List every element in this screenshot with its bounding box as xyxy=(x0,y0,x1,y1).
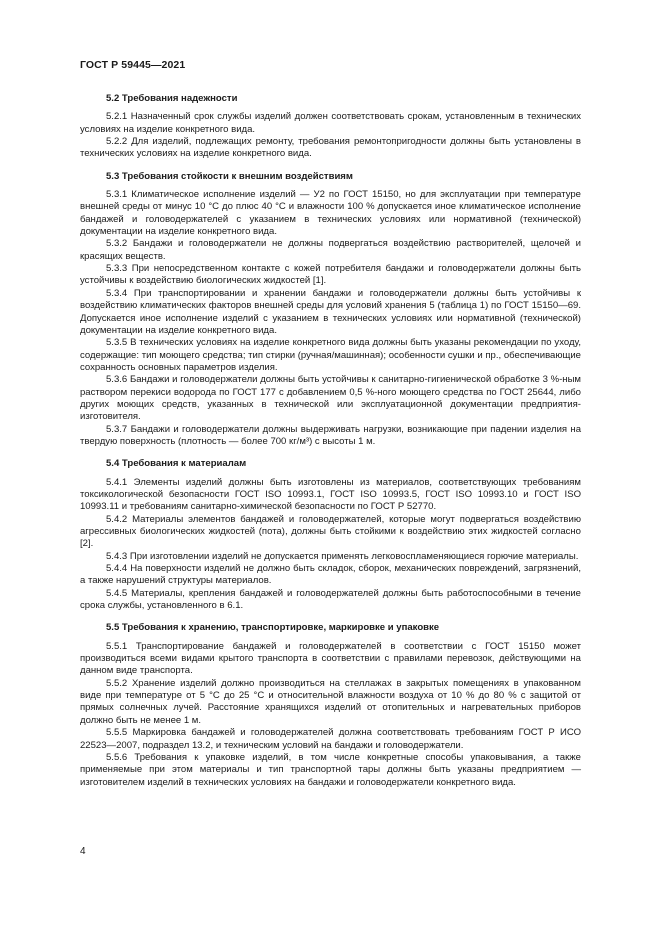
paragraph-5-3-5: 5.3.5 В технических условиях на изделие конкретного вида должны быть указаны рекомендации по уходу, содержащие: тип моющего средства; тип стирки (ручная/машинная); особенности сушки и пр., обеспечивающие сохранность основных параметров изделия. xyxy=(80,337,581,373)
paragraph-5-3-4: 5.3.4 При транспортировании и хранении бандажи и головодержатели должны быть устойчивы к воздействию климатических факторов внешней среды для условий хранения 5 (таблица 1) по ГОСТ 15150—69. Допускается иное исполнение изделий с указанием в технических условиях или нормативной (технической) документации на изделие конкретного вида. xyxy=(80,287,581,336)
page-number: 4 xyxy=(80,846,86,857)
paragraph-5-3-2: 5.3.2 Бандажи и головодержатели не должны подвергаться воздействию растворителей, щелочей и красящих веществ. xyxy=(80,238,581,262)
paragraph-5-3-3: 5.3.3 При непосредственном контакте с кожей потребителя бандажи и головодержатели должны быть устойчивы к воздействию биологических жидкостей [1]. xyxy=(80,263,581,287)
paragraph-5-3-1: 5.3.1 Климатическое исполнение изделий — У2 по ГОСТ 15150, но для эксплуатации при температуре внешней среды от минус 10 °С до плюс 40 °С и влажности 100 % допускается иное климатическое исполнение бандажей и головодержателей с указанием в технических условиях или нормативной (технической) документации на изделие конкретного вида. xyxy=(80,189,581,238)
paragraph-5-5-1: 5.5.1 Транспортирование бандажей и головодержателей в соответствии с ГОСТ 15150 может производиться всеми видами крытого транспорта в соответствии с правилами перевозок, действующими на данном виде транспорта. xyxy=(80,640,581,677)
document-header: ГОСТ Р 59445—2021 xyxy=(80,59,186,71)
paragraph-5-5-2: 5.5.2 Хранение изделий должно производиться на стеллажах в закрытых помещениях в упакованном виде при температуре от 5 °С до 25 °С и относительной влажности воздуха от 10 % до 80 % с защитой от прямых солнечных лучей. Расстояние хранящихся изделий от отопительных и нагревательных приборов должно быть не менее 1 м. xyxy=(80,677,581,726)
paragraph-5-4-4: 5.4.4 На поверхности изделий не должно быть складок, сборок, механических повреждений, загрязнений, а также нарушений структуры материалов. xyxy=(80,563,581,587)
paragraph-5-4-2: 5.4.2 Материалы элементов бандажей и головодержателей, которые могут подвергаться воздействию агрессивных биологических жидкостей (пота), должны быть стойкими к воздействию этих жидкостей согласно [2]. xyxy=(80,513,581,550)
section-title: 5.3 Требования стойкости к внешним воздействиям xyxy=(106,170,353,182)
paragraph-5-3-6: 5.3.6 Бандажи и головодержатели должны быть устойчивы к санитарно-гигиенической обработке 3 %-ным раствором перекиси водорода по ГОСТ 177 с добавлением 0,5 %-ного моющего средства по ГОСТ 25644, либо других моющих средств, указанных в технической или эксплуатационной документации предприятия-изготовителя. xyxy=(80,374,581,423)
section-5-2 xyxy=(80,93,581,161)
section-5-5 xyxy=(80,622,581,788)
section-title: 5.4 Требования к материалам xyxy=(106,458,247,470)
section-5-4 xyxy=(80,458,581,612)
paragraph-5-2-2: 5.2.2 Для изделий, подлежащих ремонту, требования ремонтопригодности должны быть установлены в технических условиях на изделие конкретного вида. xyxy=(80,136,581,160)
paragraph-5-4-5: 5.4.5 Материалы, крепления бандажей и головодержателей должны быть работоспособными в течение срока службы, установленного в 6.1. xyxy=(80,587,581,612)
document-body xyxy=(80,93,581,799)
section-title: 5.2 Требования надежности xyxy=(106,93,238,104)
section-5-3 xyxy=(80,171,581,449)
paragraph-5-2-1: 5.2.1 Назначенный срок службы изделий должен соответствовать срокам, установленным в технических условиях на изделие конкретного вида. xyxy=(80,111,581,135)
paragraph-5-5-6: 5.5.6 Требования к упаковке изделий, в том числе конкретные способы упаковывания, а также применяемые при этом материалы и тип транспортной тары должны быть указаны предприятием — изготовителем изделий в технических условиях на бандажи и головодержатели конкретного вида. xyxy=(80,751,581,788)
paragraph-5-4-1: 5.4.1 Элементы изделий должны быть изготовлены из материалов, соответствующих требованиям токсикологической безопасности ГОСТ ISO 10993.1, ГОСТ ISO 10993.5, ГОСТ ISO 10993.10 и ГОСТ ISO 10993.11 и требованиям санитарно-химической безопасности по ГОСТ Р 52770. xyxy=(80,476,581,513)
paragraph-5-3-7: 5.3.7 Бандажи и головодержатели должны выдерживать нагрузки, возникающие при падении изделия на твердую поверхность (плотность — более 700 кг/м³) с высоты 1 м. xyxy=(80,423,581,447)
paragraph-5-5-5: 5.5.5 Маркировка бандажей и головодержателей должна соответствовать требованиям ГОСТ Р ИСО 22523—2007, подраздел 13.2, и техническим условий на бандажи и головодержатели. xyxy=(80,727,581,751)
section-title: 5.5 Требования к хранению, транспортировке, маркировке и упаковке xyxy=(106,622,440,634)
paragraph-5-4-3: 5.4.3 При изготовлении изделий не допускается применять легковоспламеняющиеся горючие материалы. xyxy=(106,550,579,562)
